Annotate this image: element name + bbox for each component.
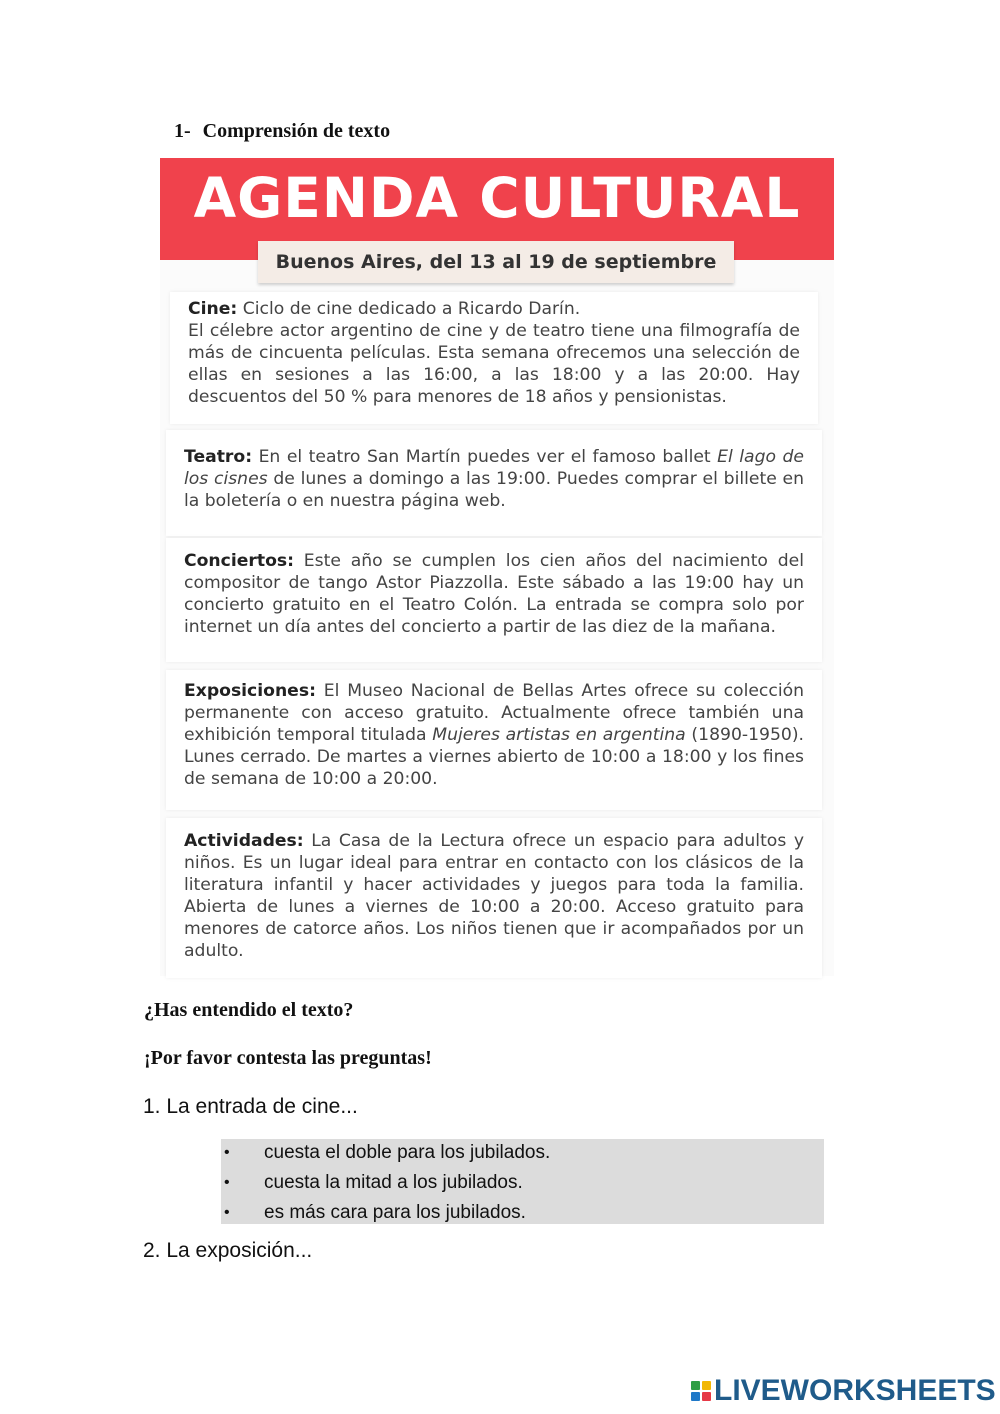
bullet-icon: •	[224, 1144, 230, 1161]
bullet-icon: •	[224, 1204, 230, 1221]
section-heading	[174, 120, 390, 143]
liveworksheets-logo-icon	[690, 1380, 712, 1402]
liveworksheets-logo	[690, 1376, 996, 1406]
option-text: cuesta la mitad a los jubilados.	[264, 1172, 523, 1193]
section-number: 1-	[174, 120, 191, 142]
option-text: cuesta el doble para los jubilados.	[264, 1142, 551, 1163]
option-text: es más cara para los jubilados.	[264, 1202, 526, 1223]
logo-text: LIVEWORKSHEETS	[714, 1374, 996, 1407]
answer-prompt: ¡Por favor contesta las preguntas!	[144, 1047, 432, 1069]
agenda-subtitle: Buenos Aires, del 13 al 19 de septiembre	[258, 241, 734, 283]
section-title: Comprensión de texto	[202, 120, 391, 142]
agenda-cultural-image	[160, 158, 834, 976]
entry-text: La Casa de la Lectura ofrece un espacio para adultos y niños. Es un lugar ideal para entrar en contacto con los clásicos de la literatura infantil y hacer actividades y juegos para toda la familia. Abierta de lunes a viernes de 10:00 a 20:00. Acceso gratuito para menores de catorce años. Los niños tienen que ir acompañados por un adulto.	[184, 831, 804, 961]
entry-label: Cine:	[188, 299, 238, 319]
bullet-icon: •	[224, 1174, 230, 1191]
work-title: Mujeres artistas en argentina	[432, 725, 686, 745]
entry-label: Conciertos:	[184, 551, 294, 571]
question-2: 2. La exposición...	[143, 1239, 313, 1262]
agenda-title: AGENDA CULTURAL	[193, 166, 801, 230]
understood-prompt: ¿Has entendido el texto?	[144, 999, 354, 1021]
entry-text: (1890-1950). Lunes cerrado. De martes a viernes abierto de 10:00 a 18:00 y los fines de semana de 10:00 a 20:00.	[184, 725, 804, 789]
answer-option[interactable]	[221, 1199, 824, 1229]
entry-conciertos	[166, 538, 822, 662]
entry-exposiciones	[166, 670, 822, 810]
entry-label: Exposiciones:	[184, 681, 316, 701]
question-1: 1. La entrada de cine...	[143, 1095, 358, 1118]
entry-label: Actividades:	[184, 831, 304, 851]
entry-text: En el teatro San Martín puedes ver el famoso ballet	[252, 447, 718, 467]
entry-label: Teatro:	[184, 447, 253, 467]
work-title: El lago de los cisnes	[184, 447, 804, 489]
entry-actividades	[166, 818, 822, 978]
entry-text: El Museo Nacional de Bellas Artes ofrece su colección permanente con acceso gratuito. Actualmente ofrece también una exhibición temporal titulada	[184, 681, 804, 745]
entry-text: de lunes a domingo a las 19:00. Puedes comprar el billete en la boletería o en nuestra página web.	[184, 469, 804, 511]
entry-text: Este año se cumplen los cien años del nacimiento del compositor de tango Astor Piazzolla. Este sábado a las 19:00 hay un concierto gratuito en el Teatro Colón. La entrada se compra solo por internet un día antes del concierto a partir de las diez de la mañana.	[184, 551, 804, 637]
entry-teatro	[166, 430, 822, 536]
answer-dropdown-options[interactable]	[221, 1139, 824, 1224]
entry-text: Ciclo de cine dedicado a Ricardo Darín.	[237, 299, 581, 319]
answer-option[interactable]	[221, 1169, 824, 1199]
answer-option[interactable]	[221, 1139, 824, 1169]
entry-cine	[170, 292, 818, 424]
entry-text: El célebre actor argentino de cine y de teatro tiene una filmografía de más de cincuenta películas. Esta semana ofrecemos una selección de ellas en sesiones a las 16:00, a las 18:00 y a las 20:00. Hay descuentos del 50 % para menores de 18 años y pensionistas.	[188, 321, 800, 407]
